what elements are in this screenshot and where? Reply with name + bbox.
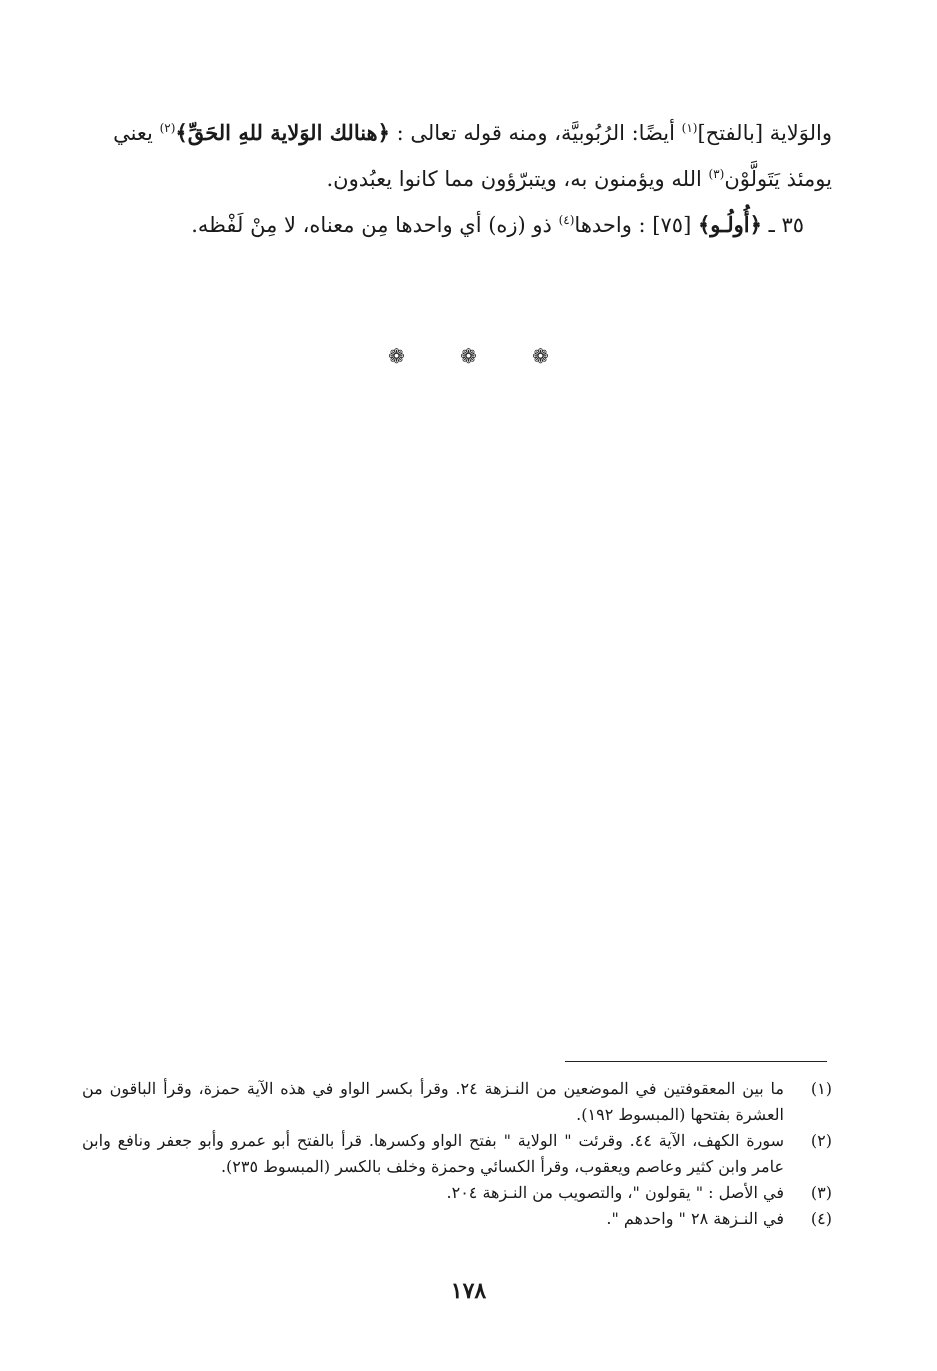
p1-text-c: يعني يومئذ يَتَولَّوْن (113, 121, 832, 191)
quran-word-2: ﴿أُولُـو﴾ (697, 212, 762, 237)
footnote-text: سورة الكهف، الآية ٤٤. وقرئت " الولاية " بفتح الواو وكسرها. قرأ بالفتح أبو عمرو وأبو جعفر ونافع وابن عامر وابن كثير وعاصم ويعقوب، وقرأ الكسائي وحمزة وخلف بالكسر (المبسوط ٢٣٥). (82, 1131, 784, 1176)
footnote-ref-4: (٤) (558, 213, 575, 227)
p2-text-c: ذو (زه) أي واحدها مِن معناه، لا مِنْ لَفْظه. (191, 213, 559, 237)
main-text (82, 110, 832, 248)
footnote-number: (١) (810, 1079, 832, 1098)
star-ornament-icon: ❁ (532, 344, 549, 368)
footnotes (82, 1076, 832, 1232)
p2-text-a: ٣٥ ـ (761, 213, 804, 237)
star-ornament-icon: ❁ (388, 344, 405, 368)
p1-text-b: أيضًا: الرُبُوبيَّة، ومنه قوله تعالى : (389, 121, 682, 145)
paragraph-2 (82, 202, 832, 248)
footnote-number: (٢) (810, 1131, 832, 1150)
p1-text-a: والوَلاية [بالفتح] (697, 121, 832, 145)
footnote-ref-3: (٣) (708, 167, 725, 181)
page-number: ١٧٨ (450, 1278, 487, 1304)
footnote-1 (82, 1076, 832, 1128)
paragraph-1 (82, 110, 832, 202)
p1-text-d: الله ويؤمنون به، ويتبرّؤون مما كانوا يعبُدون. (326, 167, 709, 191)
quran-verse-1: ﴿هنالك الوَلاية للهِ الحَقِّ﴾ (175, 120, 390, 145)
footnote-separator (565, 1061, 827, 1062)
section-divider-stars (0, 344, 937, 368)
star-ornament-icon: ❁ (460, 344, 477, 368)
footnote-ref-1: (١) (681, 121, 698, 135)
footnote-3 (82, 1180, 832, 1206)
footnote-number: (٤) (810, 1209, 832, 1228)
footnote-text: في النـزهة ٢٨ " واحدهم ". (606, 1209, 784, 1228)
footnote-number: (٣) (810, 1183, 832, 1202)
footnote-ref-2: (٢) (159, 121, 176, 135)
footnote-text: في الأصل : " يقولون "، والتصويب من النـزهة ٢٠٤. (446, 1183, 784, 1202)
footnote-4 (82, 1206, 832, 1232)
footnote-2 (82, 1128, 832, 1180)
p2-text-b: [٧٥] : واحدها (574, 213, 698, 237)
footnote-text: ما بين المعقوفتين في الموضعين من النـزهة ٢٤. وقرأ بكسر الواو في هذه الآية حمزة، وقرأ الباقون من العشرة بفتحها (المبسوط ١٩٢). (82, 1079, 785, 1124)
